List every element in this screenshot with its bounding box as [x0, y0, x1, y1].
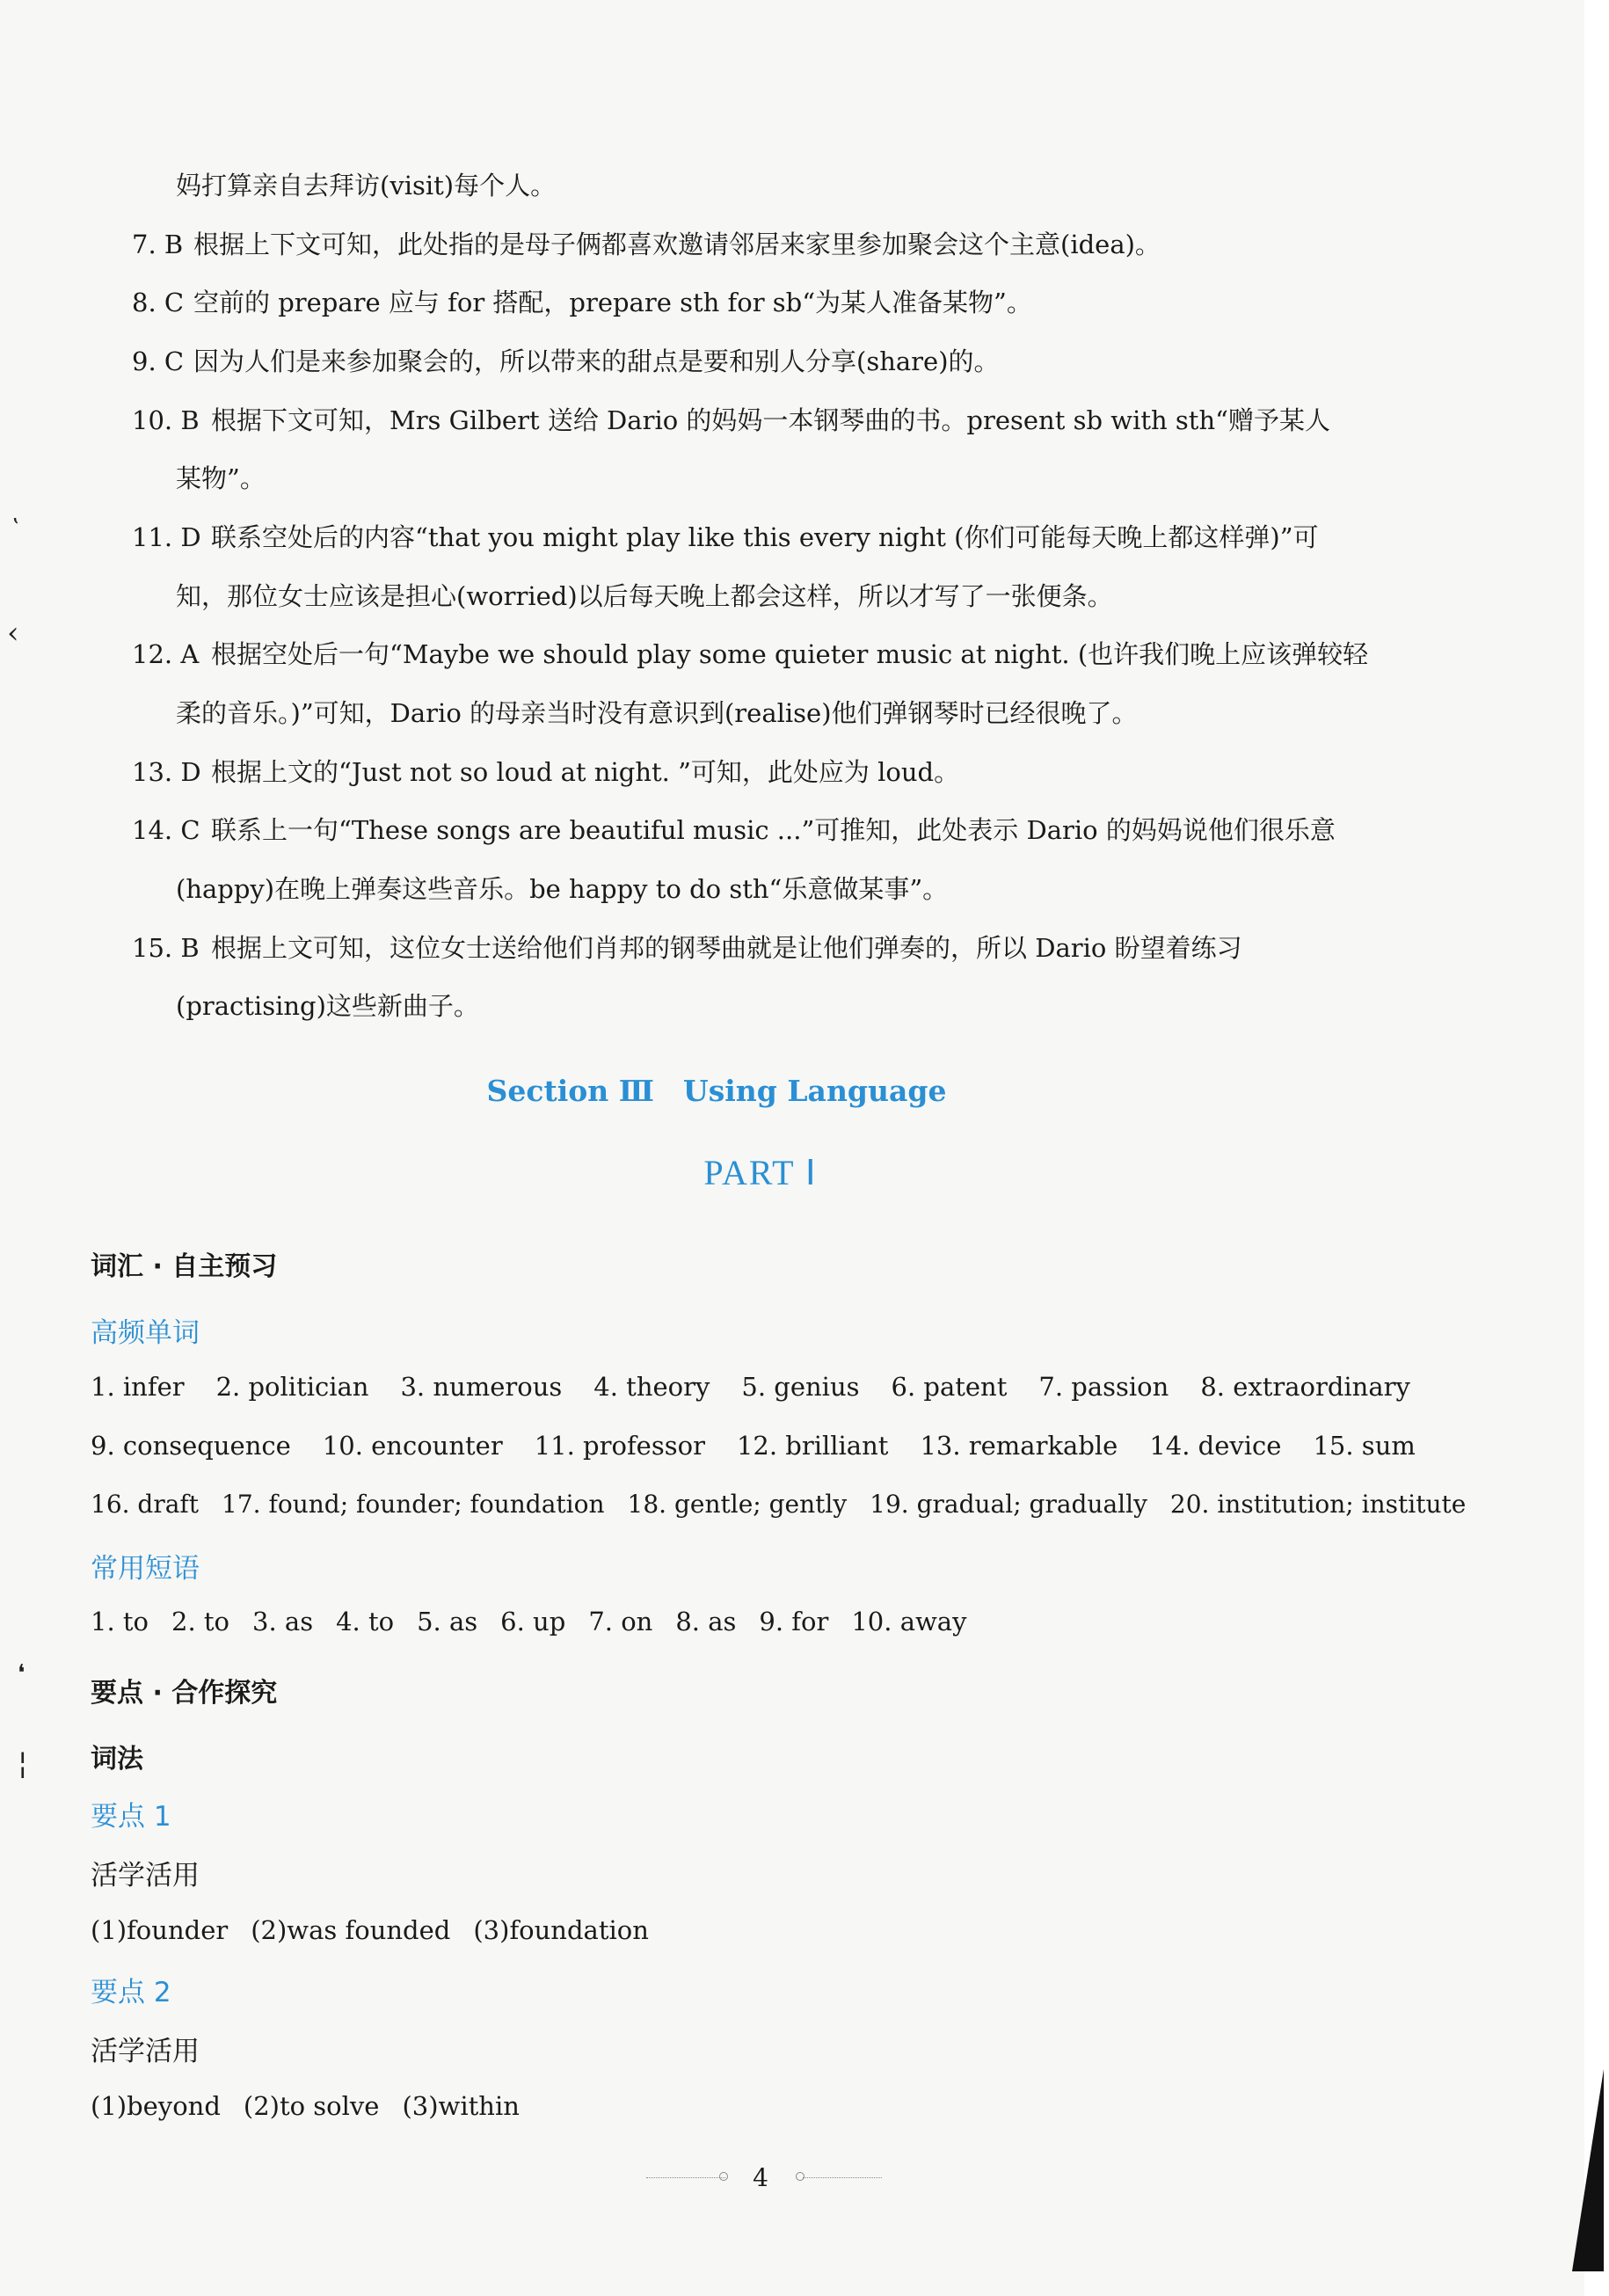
key-points-header: 要点 · 合作探究: [91, 1678, 278, 1709]
phrase-item: 6. up: [500, 1607, 566, 1636]
word-item: 16. draft: [91, 1490, 200, 1519]
point-answer: (1)founder: [91, 1915, 229, 1945]
scan-mark: ¦: [18, 1746, 28, 1781]
part-title: PART Ⅰ: [703, 1153, 818, 1192]
scan-mark: ❛: [18, 1660, 25, 1687]
phrase-item: 7. on: [588, 1607, 653, 1636]
answer-text: 根据上文的“Just not so loud at night. ”可知，此处应为 loud。: [211, 757, 960, 787]
answer-continuation: 柔的音乐。)”可知，Dario 的母亲当时没有意识到(realise)他们弹钢琴时已经很晚了。: [176, 698, 1138, 728]
word-item: 15. sum: [1313, 1431, 1416, 1461]
section-title: Section Ⅲ Using Language: [486, 1074, 947, 1108]
point-answer: (3)foundation: [473, 1915, 649, 1945]
answer-number: 11. D: [132, 522, 201, 552]
answer-number: 10. B: [132, 405, 200, 435]
answer-text: 因为人们是来参加聚会的，所以带来的甜点是要和别人分享(share)的。: [193, 346, 1000, 376]
word-item: 6. patent: [891, 1372, 1008, 1402]
scan-mark: ‛: [12, 514, 20, 541]
word-item: 13. remarkable: [920, 1431, 1118, 1461]
answer-continuation: 妈打算亲自去拜访(visit)每个人。: [176, 171, 557, 200]
answer-text: 根据上下文可知，此处指的是母子俩都喜欢邀请邻居来家里参加聚会这个主意(idea)。: [193, 230, 1161, 259]
answer-item: [132, 391, 1442, 449]
answer-item: [132, 273, 1442, 332]
phrase-row: [91, 1607, 966, 1636]
answer-number: 8. C: [132, 288, 185, 317]
common-phrases-label: 常用短语: [91, 1553, 200, 1585]
phrase-item: 9. for: [759, 1607, 829, 1636]
phrase-item: 5. as: [417, 1607, 478, 1636]
answer-text: 根据下文可知，Mrs Gilbert 送给 Dario 的妈妈一本钢琴曲的书。present sb with sth“赠予某人: [211, 405, 1330, 435]
binding-shadow: [1572, 2069, 1604, 2271]
answer-continuation: (practising)这些新曲子。: [176, 991, 479, 1021]
scan-mark: ‹: [7, 616, 19, 651]
footer-ornament: [796, 2172, 804, 2181]
answer-text: 根据空处后一句“Maybe we should play some quieter music at night. (也许我们晚上应该弹较轻: [211, 639, 1369, 669]
answer-text: 联系空处后的内容“that you might play like this every night (你们可能每天晚上都这样弹)”可: [211, 522, 1319, 552]
answer-item: [132, 743, 1442, 801]
practice-label: 活学活用: [91, 2036, 200, 2067]
word-row: [91, 1431, 1447, 1461]
answer-continuation: 知，那位女士应该是担心(worried)以后每天晚上都会这样，所以才写了一张便条。: [176, 581, 1113, 611]
word-item: 20. institution; institute: [1169, 1490, 1467, 1519]
word-item: 2. politician: [215, 1372, 369, 1402]
answer-number: 7. B: [132, 230, 184, 259]
word-item: 7. passion: [1038, 1372, 1169, 1402]
phrase-item: 2. to: [171, 1607, 230, 1636]
practice-label: 活学活用: [91, 1860, 200, 1891]
word-item: 19. gradual; gradually: [870, 1490, 1147, 1519]
word-item: 12. brilliant: [736, 1431, 889, 1461]
high-frequency-words-label: 高频单词: [91, 1317, 200, 1349]
answer-item: [132, 625, 1442, 683]
word-row: [91, 1490, 1466, 1519]
point-1-label: 要点 1: [91, 1801, 171, 1833]
point-answer: (2)was founded: [251, 1915, 451, 1945]
point-answer: (3)within: [402, 2091, 520, 2121]
answer-number: 14. C: [132, 815, 200, 845]
answer-text: 空前的 prepare 应与 for 搭配，prepare sth for sb“为某人准备某物”。: [193, 288, 1032, 317]
footer-rule-right: [803, 2177, 882, 2178]
answer-number: 13. D: [132, 757, 201, 787]
word-item: 8. extraordinary: [1200, 1372, 1410, 1402]
answer-number: 12. A: [132, 639, 200, 669]
phrase-item: 4. to: [336, 1607, 395, 1636]
morphology-label: 词法: [91, 1744, 143, 1775]
answer-item: [132, 215, 1442, 273]
answer-text: 联系上一句“These songs are beautiful music ...”可推知，此处表示 Dario 的妈妈说他们很乐意: [211, 815, 1336, 845]
word-item: 5. genius: [741, 1372, 860, 1402]
point-answer: (2)to solve: [243, 2091, 380, 2121]
word-item: 4. theory: [593, 1372, 710, 1402]
answer-number: 9. C: [132, 346, 185, 376]
page-number: 4: [753, 2163, 768, 2192]
phrase-item: 1. to: [91, 1607, 149, 1636]
point-answer: (1)beyond: [91, 2091, 221, 2121]
answer-continuation: (happy)在晚上弹奏这些音乐。be happy to do sth“乐意做某事”。: [176, 874, 949, 904]
vocab-header: 词汇 · 自主预习: [91, 1251, 278, 1282]
word-item: 18. gentle; gently: [627, 1490, 848, 1519]
point-1-answers: [91, 1915, 681, 1945]
word-item: 11. professor: [534, 1431, 705, 1461]
answer-item: [132, 919, 1442, 977]
answer-item: [132, 332, 1442, 390]
word-row: [91, 1372, 1442, 1402]
word-item: 3. numerous: [400, 1372, 563, 1402]
word-item: 14. device: [1149, 1431, 1282, 1461]
answer-item: [132, 801, 1442, 859]
phrase-item: 3. as: [252, 1607, 314, 1636]
page-edge: [1584, 0, 1609, 2296]
answer-continuation: 某物”。: [176, 463, 266, 493]
word-item: 10. encounter: [322, 1431, 503, 1461]
word-item: 1. infer: [91, 1372, 185, 1402]
word-item: 9. consequence: [91, 1431, 291, 1461]
answer-text: 根据上文可知，这位女士送给他们肖邦的钢琴曲就是让他们弹奏的，所以 Dario 盼望着练习: [211, 933, 1242, 963]
point-2-answers: [91, 2091, 551, 2121]
phrase-item: 10. away: [851, 1607, 967, 1636]
answer-number: 15. B: [132, 933, 200, 963]
point-2-label: 要点 2: [91, 1977, 171, 2008]
word-item: 17. found; founder; foundation: [222, 1490, 605, 1519]
phrase-item: 8. as: [675, 1607, 737, 1636]
answer-item: [132, 508, 1442, 566]
